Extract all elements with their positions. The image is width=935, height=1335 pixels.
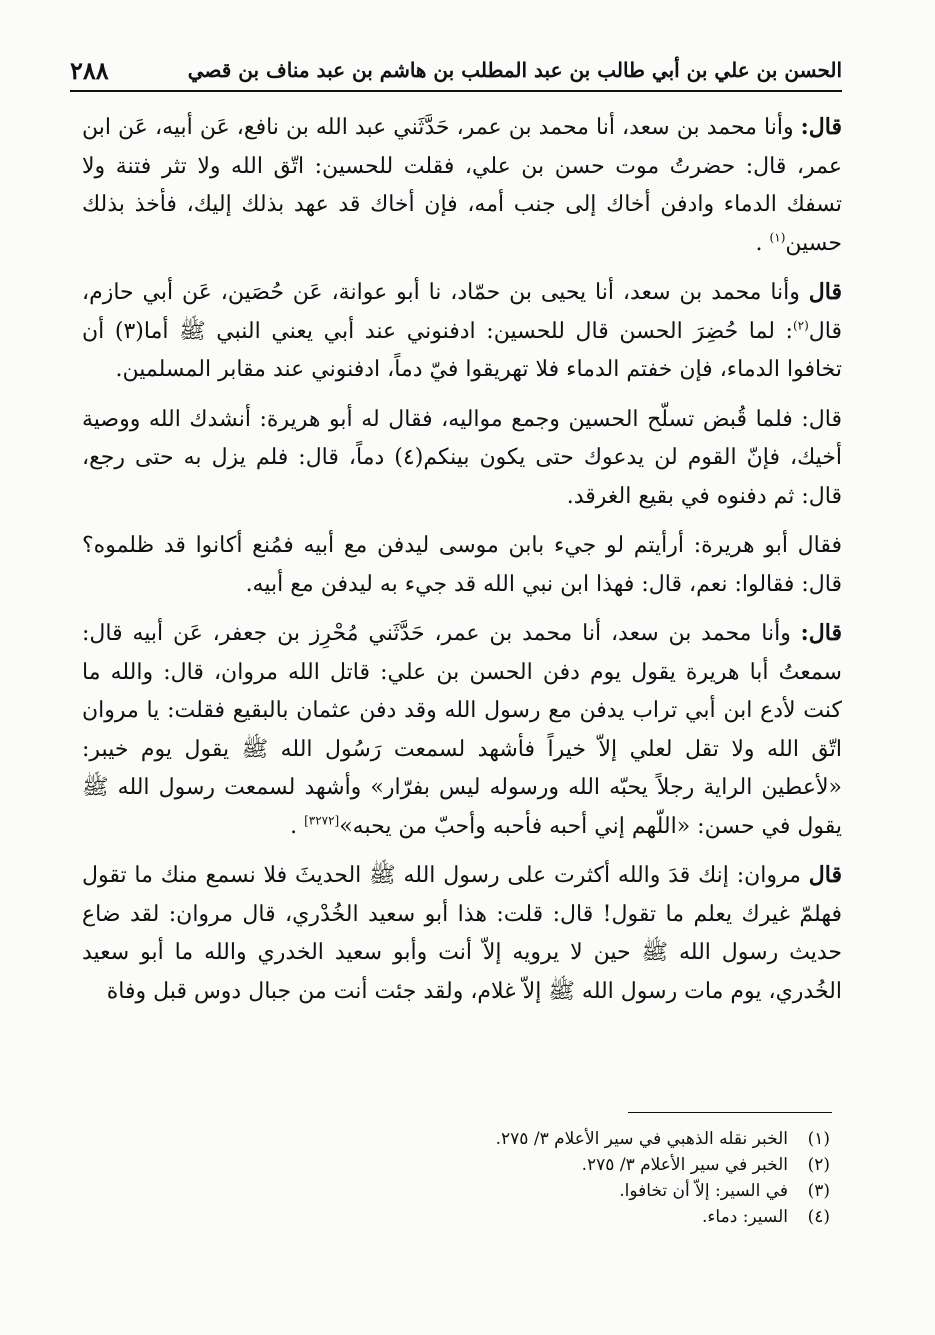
paragraph-text: وأنا محمد بن سعد، أنا محمد بن عمر، حَدَّثَني مُحْرِز بن جعفر، عَن أبيه قال: سمعتُ أبا هريرة يقول يوم دفن الحسن بن علي: قاتل الله مروان، قال: والله ما كنت لأدع ابن أبي تراب يدفن مع رسول الله وقد دفن عثمان بالبقيع فقلت: يا مروان اتّق الله ولا تقل لعلي إلاّ خيراً فأشهد لسمعت رَسُول الله ﷺ يقول يوم خيبر: «لأعطين الراية رجلاً يحبّه الله ورسوله ليس بفرّار» وأشهد لسمعت رسول الله ﷺ يقول في حسن: «اللّهم إني أحبه فأحبه وأحبّ من يحبه»	[82, 621, 842, 839]
running-header	[70, 50, 842, 92]
paragraph	[82, 856, 842, 1011]
paragraph	[82, 400, 842, 517]
footnote-divider	[628, 1112, 832, 1113]
paragraph	[82, 526, 842, 604]
footnote-text: الخبر نقله الذهبي في سير الأعلام ٣/ ٢٧٥.	[495, 1129, 788, 1149]
paragraph-text: وأنا محمد بن سعد، أنا يحيى بن حمّاد، نا أبو عوانة، عَن حُصَين، عَن أبي حازم، قال	[82, 280, 842, 344]
footnote-text: الخبر في سير الأعلام ٣/ ٢٧٥.	[581, 1155, 788, 1175]
paragraph-text: وأنا محمد بن سعد، أنا محمد بن عمر، حَدَّثَني عبد الله بن نافع، عَن أبيه، عَن ابن عمر، قال: حضرتُ موت حسن بن علي، فقلت للحسين: اتّق الله ولا تثر فتنة ولا تسفك الدماء وادفن أخاك إلى جنب أمه، فإن أخاك قد عهد بذلك إليك، فأخذ بذلك حسين	[82, 115, 842, 256]
footnotes	[400, 1126, 830, 1230]
footnote-ref: (١)	[769, 230, 786, 245]
paragraph-text: فقال أبو هريرة: أرأيتم لو جيء بابن موسى ليدفن مع أبيه فمُنع أكانوا قد ظلموه؟ قال: فقالوا: نعم، قال: فهذا ابن نبي الله قد جيء به ليدفن مع أبيه.	[82, 533, 842, 597]
footnote-number: (٤)	[807, 1207, 830, 1227]
paragraph	[82, 614, 842, 846]
paragraph	[82, 108, 842, 263]
paragraph-tail: .	[290, 813, 305, 839]
footnote	[400, 1178, 830, 1204]
main-text	[82, 108, 842, 1021]
footnote	[400, 1126, 830, 1152]
paragraph-text: مروان: إنك قدَ والله أكثرت على رسول الله ﷺ الحديثَ فلا نسمع منك ما تقول فهلمّ غيرك يعلم ما تقول! قال: قلت: هذا أبو سعيد الخُدْري، قال مروان: لقد ضاع حديث رسول الله ﷺ حين لا يرويه إلاّ أنت وأبو سعيد الخدري والله ما أبو سعيد الخُدري، يوم مات رسول الله ﷺ إلاّ غلام، ولقد جئت أنت من جبال دوس قبل وفاة	[82, 863, 842, 1004]
paragraph-lead: قال:	[800, 620, 842, 646]
paragraph-tail: .	[755, 230, 770, 256]
paragraph	[82, 273, 842, 390]
footnote-text: السير: دماء.	[702, 1207, 788, 1227]
running-title: الحسن بن علي بن أبي طالب بن عبد المطلب بن هاشم بن عبد مناف بن قصي	[187, 58, 842, 82]
footnote-number: (٢)	[807, 1155, 830, 1175]
footnote-ref: (٢)	[792, 318, 809, 333]
footnote-number: (٣)	[807, 1181, 830, 1201]
paragraph-lead: قال	[808, 279, 842, 305]
paragraph-text: قال: فلما قُبض تسلّح الحسين وجمع مواليه، فقال له أبو هريرة: أنشدك الله ووصية أخيك، فإنّ القوم لن يدعوك حتى يكون بينكم(٤) دماً، قال: فلم يزل به حتى رجع، قال: ثم دفنوه في بقيع الغرقد.	[82, 406, 843, 509]
page-number: ٢٨٨	[70, 55, 109, 85]
paragraph-lead: قال:	[800, 114, 842, 140]
paragraph-tail: : لما حُضِرَ الحسن قال للحسين: ادفنوني عند أبي يعني النبي ﷺ أما(٣) أن تخافوا الدماء، فإن خفتم الدماء فلا تهريقوا فيّ دماً، ادفنوني عند مقابر المسلمين.	[82, 318, 842, 382]
footnote	[400, 1204, 830, 1230]
hadith-number: [٣٢٧٢]	[304, 813, 340, 828]
paragraph-lead: قال	[808, 862, 842, 888]
footnote-text: في السير: إلاّ أن تخافوا.	[619, 1181, 788, 1201]
footnote	[400, 1152, 830, 1178]
footnote-number: (١)	[807, 1129, 830, 1149]
